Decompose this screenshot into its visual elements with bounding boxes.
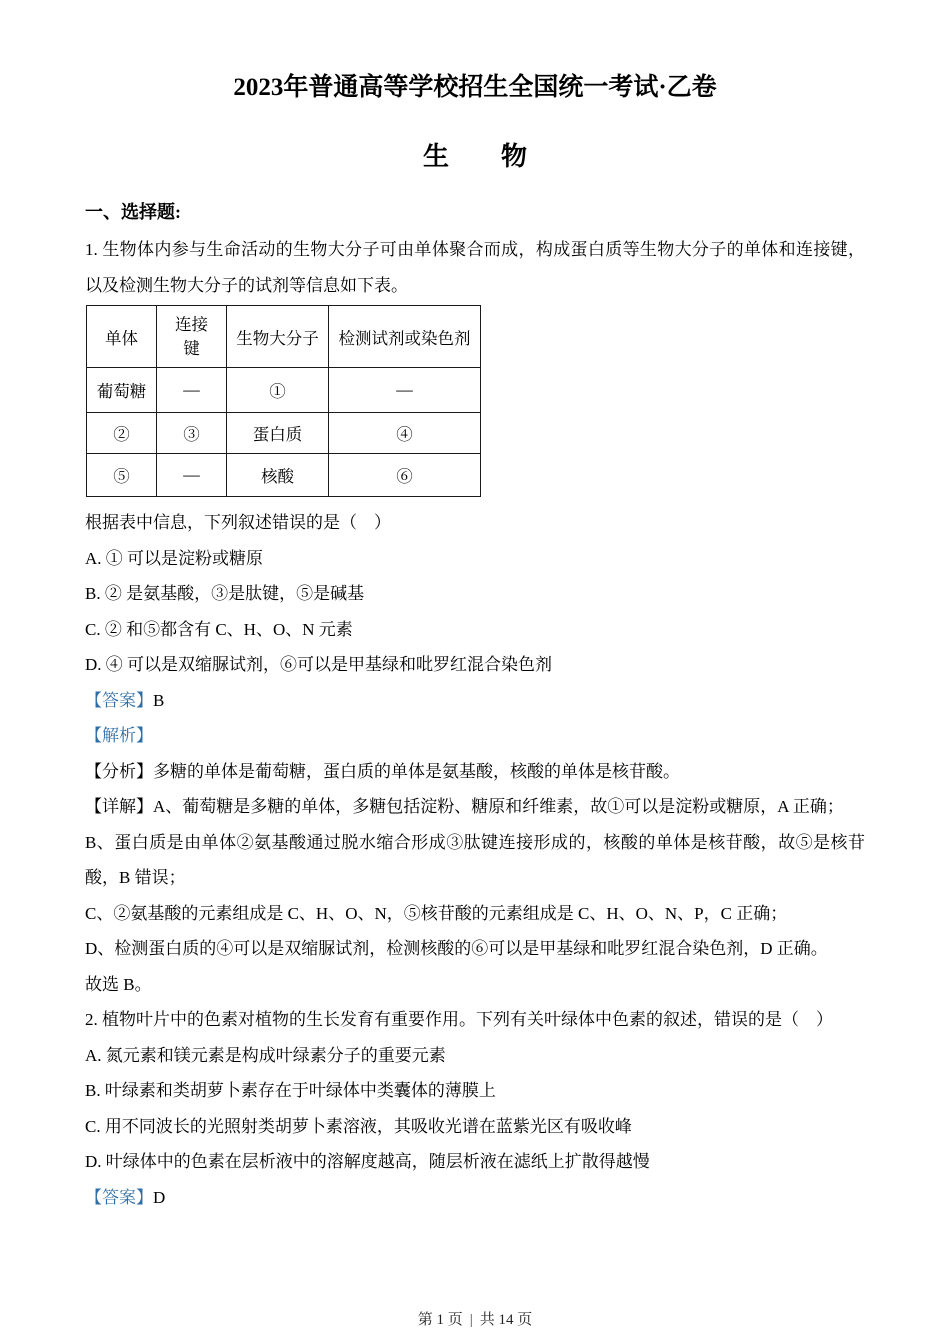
table-cell: —: [157, 454, 227, 497]
table-cell: ③: [157, 413, 227, 454]
q1-detail-line-b: B、蛋白质是由单体②氨基酸通过脱水缩合形成③肽键连接形成的，核酸的单体是核苷酸，故⑤是核苷酸，B 错误；: [85, 832, 865, 887]
section-heading: 一、选择题:: [85, 202, 181, 222]
q2-answer-line: [85, 1180, 865, 1216]
page-title: 2023年普通高等学校招生全国统一考试·乙卷: [233, 74, 717, 101]
table-header-cell: 检测试剂或染色剂: [329, 306, 481, 368]
q1-detail-line-a: [85, 789, 865, 825]
table-header-cell: 连接键: [157, 306, 227, 368]
question-1-stem: 1. 生物体内参与生命活动的生物大分子可由单体聚合而成，构成蛋白质等生物大分子的单体和连接键，以及检测生物大分子的试剂等信息如下表。: [85, 240, 865, 295]
q1-option-d: D. ④ 可以是双缩脲试剂，⑥可以是甲基绿和吡罗红混合染色剂: [85, 655, 553, 674]
jiexi-label: 【解析】: [85, 726, 153, 745]
table-cell: 葡萄糖: [87, 368, 157, 413]
q2-option-c: C. 用不同波长的光照射类胡萝卜素溶液，其吸收光谱在蓝紫光区有吸收峰: [85, 1116, 632, 1136]
q1-info-table: [86, 305, 481, 497]
q1-option-c: C. ② 和⑤都含有 C、H、O、N 元素: [85, 619, 353, 639]
table-cell: ⑤: [87, 454, 157, 497]
q2-option-b: B. 叶绿素和类胡萝卜素存在于叶绿体中类囊体的薄膜上: [85, 1081, 496, 1100]
table-cell: ②: [87, 413, 157, 454]
table-cell: ④: [329, 413, 481, 454]
question-2-stem: 2. 植物叶片中的色素对植物的生长发育有重要作用。下列有关叶绿体中色素的叙述，错误的是（ ）: [85, 1010, 833, 1029]
q1-answer-line: [85, 683, 865, 719]
table-cell: ⑥: [329, 454, 481, 497]
table-cell: —: [329, 368, 481, 413]
table-cell: —: [157, 368, 227, 413]
q1-prompt: 根据表中信息，下列叙述错误的是（ ）: [85, 513, 391, 532]
answer-label: 【答案】: [85, 1187, 153, 1207]
table-row: [87, 454, 481, 497]
q1-detail-line-d: D、检测蛋白质的④可以是双缩脲试剂，检测核酸的⑥可以是甲基绿和吡罗红混合染色剂，D 正确。: [85, 939, 828, 958]
table-cell: 核酸: [227, 454, 329, 497]
q2-option-a: A. 氮元素和镁元素是构成叶绿素分子的重要元素: [85, 1045, 446, 1065]
q1-jiexi-line: [85, 718, 865, 754]
footer-page-total: 共 14 页: [479, 1312, 533, 1328]
fenxi-text: 多糖的单体是葡萄糖，蛋白质的单体是氨基酸，核酸的单体是核苷酸。: [153, 761, 680, 781]
footer-separator: |: [469, 1312, 473, 1328]
q2-option-d: D. 叶绿体中的色素在层析液中的溶解度越高，随层析液在滤纸上扩散得越慢: [85, 1152, 650, 1171]
table-cell: 蛋白质: [227, 413, 329, 454]
detail-text: A、葡萄糖是多糖的单体，多糖包括淀粉、糖原和纤维素，故①可以是淀粉或糖原，A 正确；: [153, 797, 844, 816]
table-header-cell: 单体: [87, 306, 157, 368]
q1-option-b: B. ② 是氨基酸，③是肽键，⑤是碱基: [85, 584, 365, 603]
q1-fenxi-line: [85, 754, 865, 790]
q2-answer-value: D: [153, 1187, 166, 1207]
q1-conclusion: 故选 B。: [85, 974, 152, 994]
xiangjie-label: 【详解】: [85, 797, 153, 816]
q1-option-a: A. ① 可以是淀粉或糖原: [85, 548, 264, 568]
table-header-row: [87, 306, 481, 368]
page-footer: [0, 1308, 950, 1329]
fenxi-label: 【分析】: [85, 761, 153, 781]
table-cell: ①: [227, 368, 329, 413]
table-row: [87, 368, 481, 413]
table-header-cell: 生物大分子: [227, 306, 329, 368]
answer-label: 【答案】: [85, 690, 153, 710]
q1-answer-value: B: [153, 690, 165, 710]
q1-detail-line-c: C、②氨基酸的元素组成是 C、H、O、N，⑤核苷酸的元素组成是 C、H、O、N、P，C 正确；: [85, 903, 788, 923]
footer-page-number: 第 1 页: [417, 1312, 463, 1328]
subject-title: 生 物: [422, 142, 527, 171]
table-row: [87, 413, 481, 454]
